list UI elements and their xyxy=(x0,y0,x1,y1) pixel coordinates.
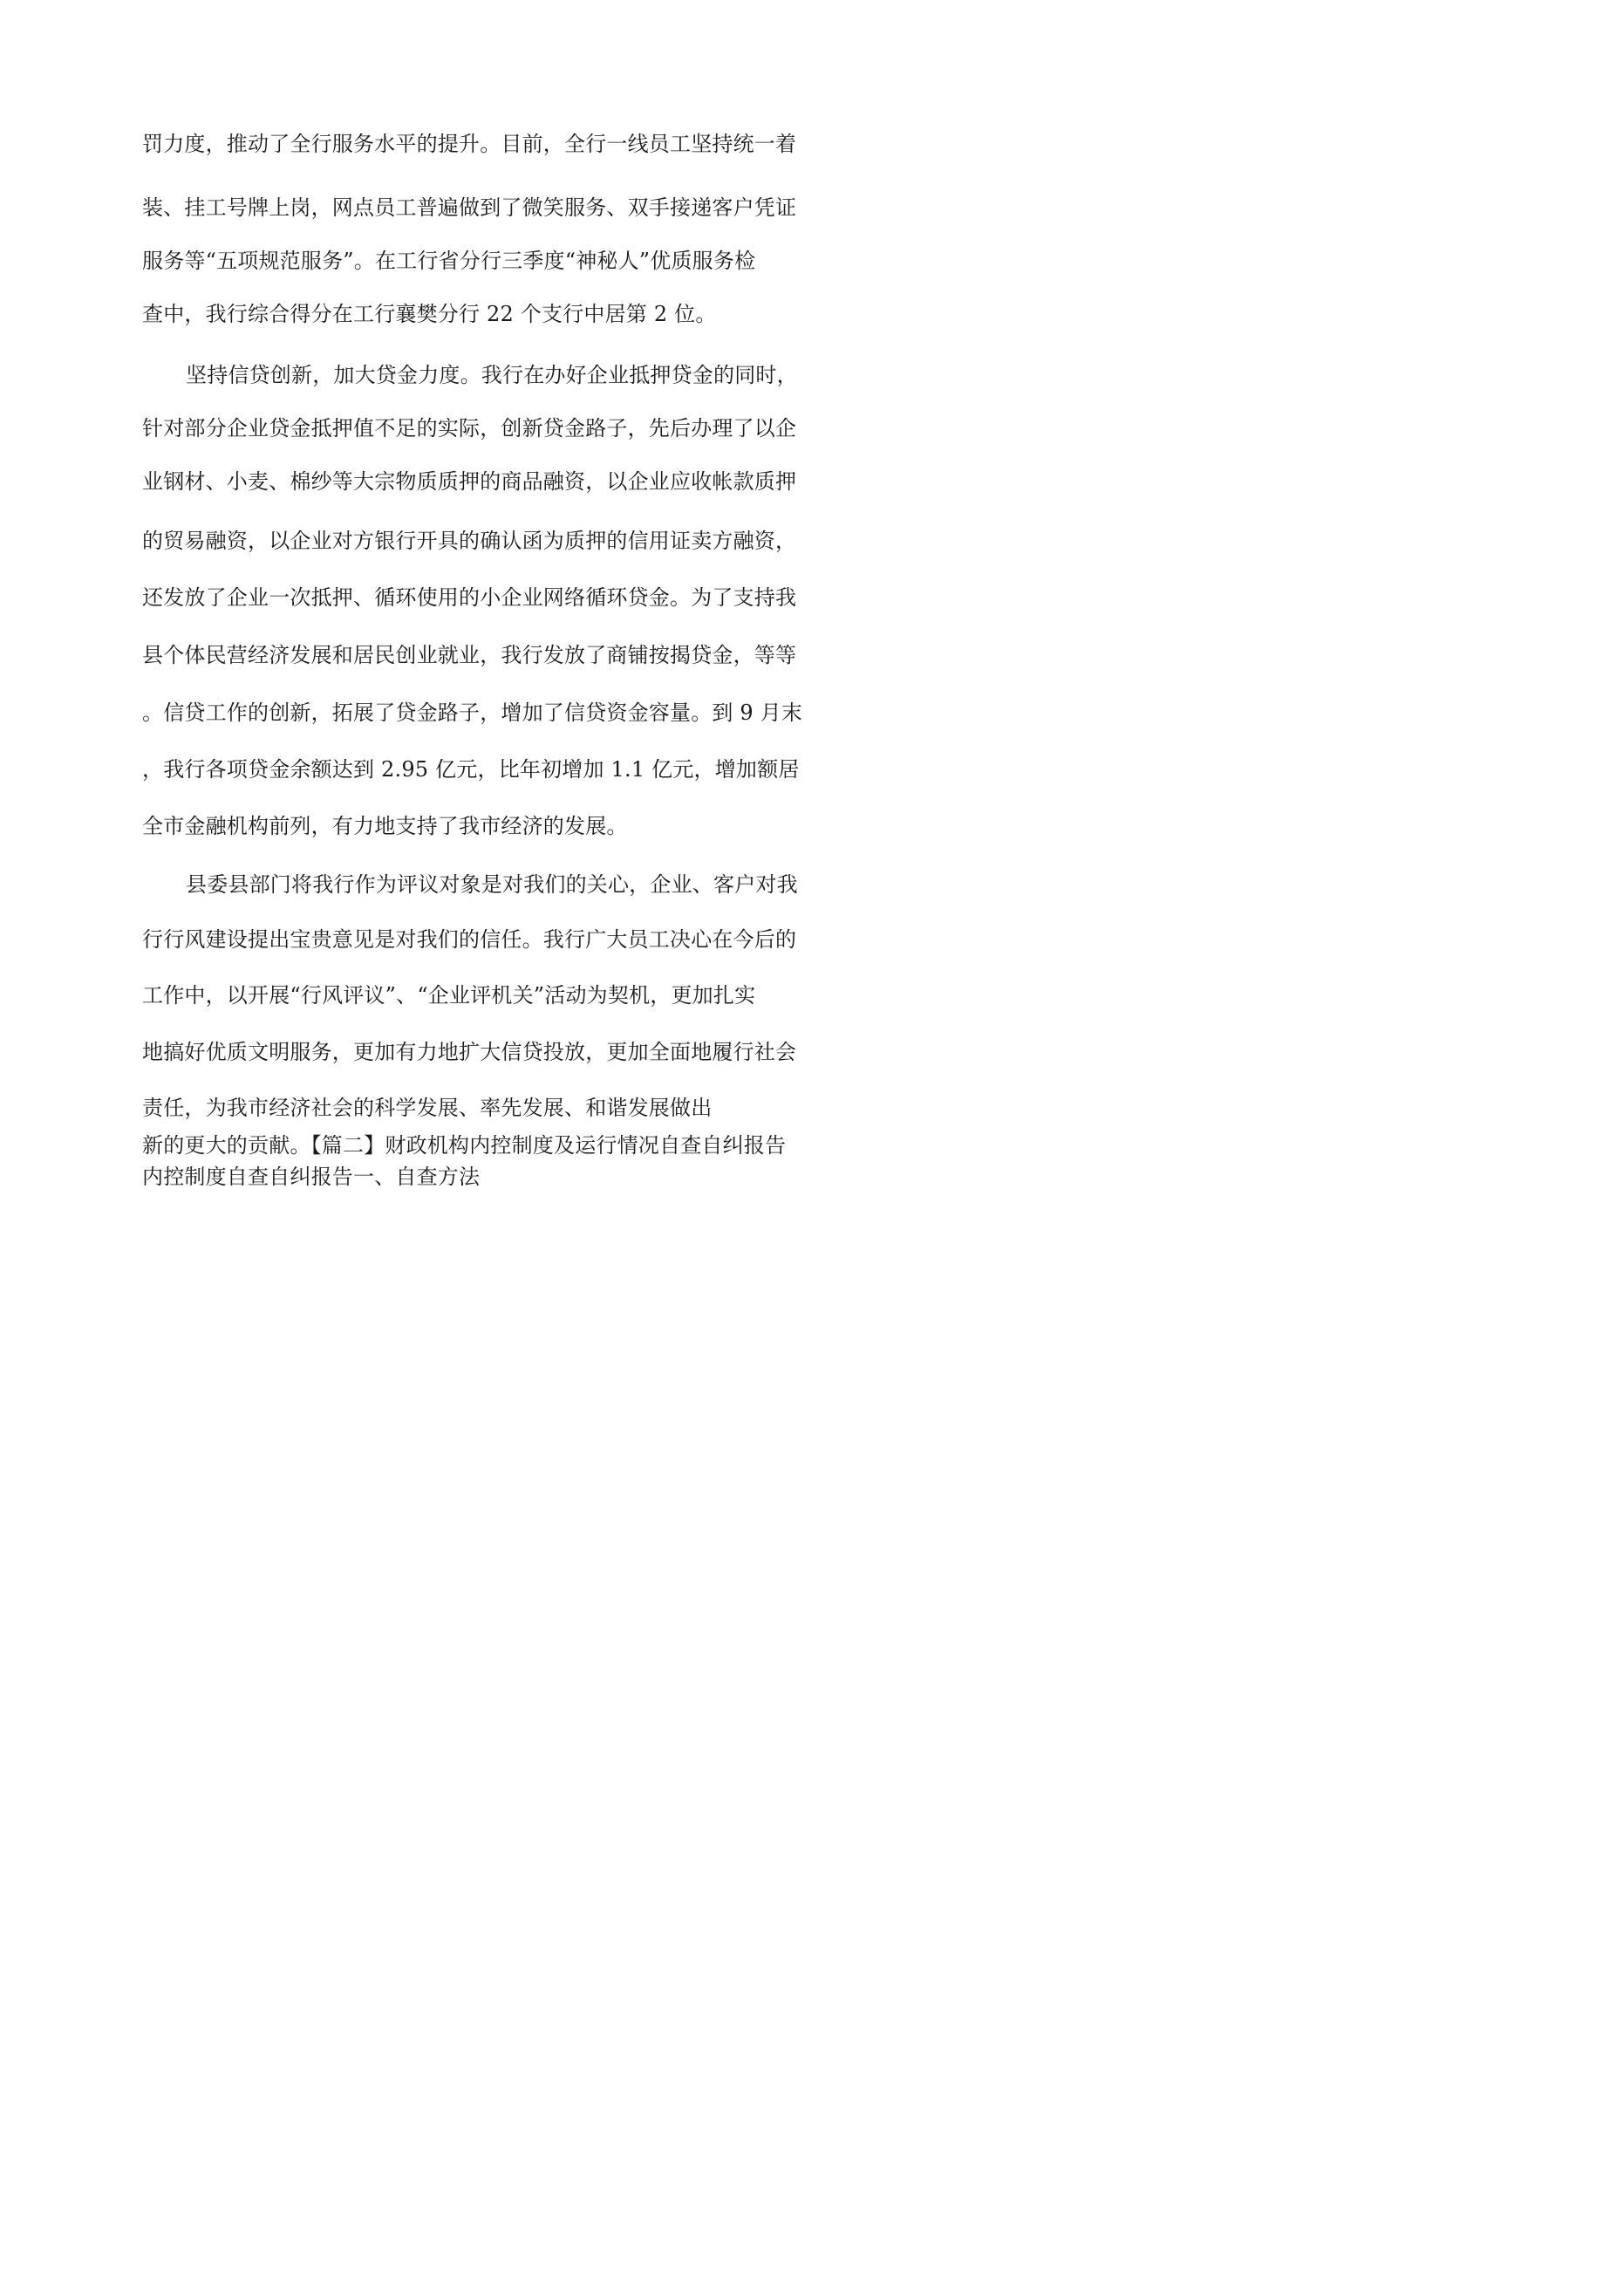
paragraph-line: ，我行各项贷金余额达到 2.95 亿元，比年初增加 1.1 亿元，增加额居 xyxy=(142,757,800,782)
paragraph-line: 责任，为我市经济社会的科学发展、率先发展、和谐发展做出 xyxy=(142,1096,713,1120)
paragraph-line: 装、挂工号牌上岗，网点员工普遍做到了微笑服务、双手接递客户凭证 xyxy=(142,195,797,220)
paragraph-line: 全市金融机构前列，有力地支持了我市经济的发展。 xyxy=(142,814,628,838)
paragraph-line: 还发放了企业一次抵押、循环使用的小企业网络循环贷金。为了支持我 xyxy=(142,585,797,610)
paragraph-line: 工作中，以开展“行风评议”、“企业评机关”活动为契机，更加扎实 xyxy=(142,983,756,1008)
paragraph-line: 针对部分企业贷金抵押值不足的实际，创新贷金路子，先后办理了以企 xyxy=(142,416,797,441)
paragraph-line: 内控制度自查自纠报告一、自查方法 xyxy=(142,1165,481,1189)
paragraph-line: 坚持信贷创新，加大贷金力度。我行在办好企业抵押贷金的同时， xyxy=(186,363,798,387)
paragraph-line: 县个体民营经济发展和居民创业就业，我行发放了商铺按揭贷金，等等 xyxy=(142,643,797,667)
paragraph-line: 服务等“五项规范服务”。在工行省分行三季度“神秘人”优质服务检 xyxy=(142,249,756,273)
paragraph-line: 新的更大的贡献。【篇二】财政机构内控制度及运行情况自查自纠报告 xyxy=(142,1133,787,1158)
paragraph-line: 行行风建设提出宝贵意见是对我们的信任。我行广大员工决心在今后的 xyxy=(142,927,797,952)
paragraph-line: 罚力度，推动了全行服务水平的提升。目前，全行一线员工坚持统一着 xyxy=(142,132,797,156)
paragraph-line: 县委县部门将我行作为评议对象是对我们的关心，企业、客户对我 xyxy=(186,872,798,897)
paragraph-line: 查中，我行综合得分在工行襄樊分行 22 个支行中居第 2 位。 xyxy=(142,302,717,326)
paragraph-line: 的贸易融资，以企业对方银行开具的确认函为质押的信用证卖方融资， xyxy=(142,529,797,553)
paragraph-line: 。信贷工作的创新，拓展了贷金路子，增加了信贷资金容量。到 9 月末 xyxy=(142,700,803,725)
paragraph-line: 地搞好优质文明服务，更加有力地扩大信贷投放，更加全面地履行社会 xyxy=(142,1040,797,1064)
paragraph-line: 业钢材、小麦、棉纱等大宗物质质押的商品融资，以企业应收帐款质押 xyxy=(142,469,797,494)
document-page xyxy=(0,0,961,1362)
